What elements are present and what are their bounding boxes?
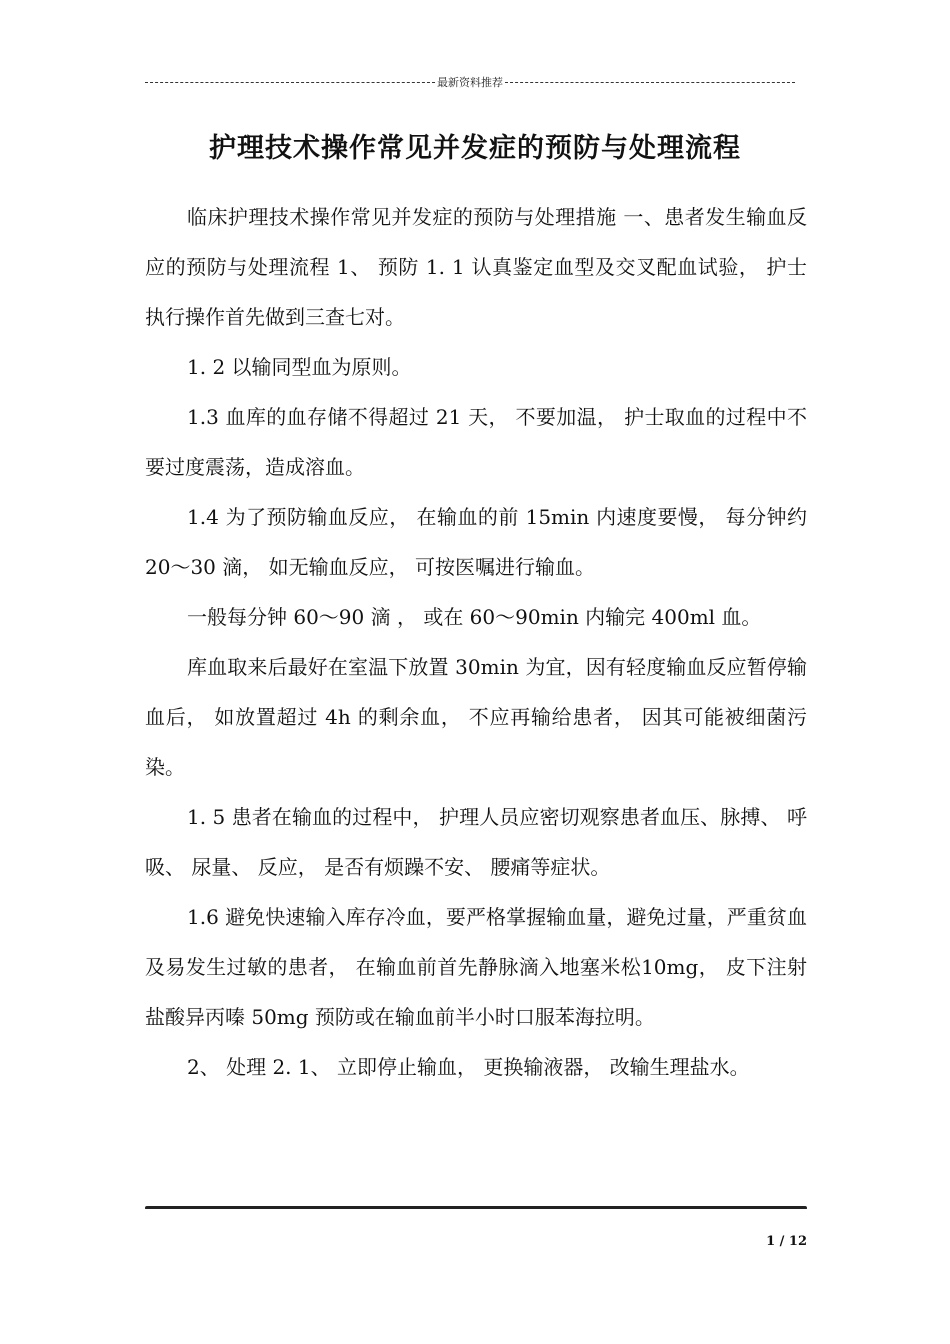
page-header (145, 74, 795, 90)
header-dashed-rule-right (505, 82, 795, 83)
paragraph: 2、 处理 2. 1、 立即停止输血， 更换输液器， 改输生理盐水。 (187, 1055, 750, 1079)
document-title: 护理技术操作常见并发症的预防与处理流程 (209, 133, 741, 165)
paragraph: 1. 5 患者在输血的过程中， 护理人员应密切观察患者血压、脉搏、 呼吸、 尿量、 反应， 是否有烦躁不安、 腰痛等症状。 (145, 805, 807, 879)
paragraph: 1.6 避免快速输入库存冷血，要严格掌握输血量，避免过量，严重贫血及易发生过敏的患者， 在输血前首先静脉滴入地塞米松10mg， 皮下注射盐酸异丙嗪 50mg 预防或在输血前半小时口服苯海拉明。 (145, 905, 807, 1029)
paragraph: 1. 2 以输同型血为原则。 (187, 355, 412, 379)
page-number: 1 / 12 (766, 1234, 807, 1249)
paragraph: 临床护理技术操作常见并发症的预防与处理措施 一、患者发生输血反应的预防与处理流程 1、 预防 1. 1 认真鉴定血型及交叉配血试验， 护士执行操作首先做到三查七对。 (145, 205, 807, 329)
paragraph: 库血取来后最好在室温下放置 30min 为宜，因有轻度输血反应暂停输血后， 如放置超过 4h 的剩余血， 不应再输给患者， 因其可能被细菌污染。 (145, 655, 807, 779)
header-dashed-rule-left (145, 82, 435, 83)
footer-rule (145, 1206, 807, 1210)
header-label: 最新资料推荐 (437, 76, 503, 89)
paragraph: 1.4 为了预防输血反应， 在输血的前 15min 内速度要慢， 每分钟约 20～30 滴， 如无输血反应， 可按医嘱进行输血。 (145, 505, 807, 579)
paragraph: 一般每分钟 60～90 滴 ， 或在 60～90min 内输完 400ml 血。 (187, 605, 762, 629)
document-body (145, 192, 807, 1092)
paragraph: 1.3 血库的血存储不得超过 21 天， 不要加温， 护士取血的过程中不要过度震荡，造成溶血。 (145, 405, 807, 479)
